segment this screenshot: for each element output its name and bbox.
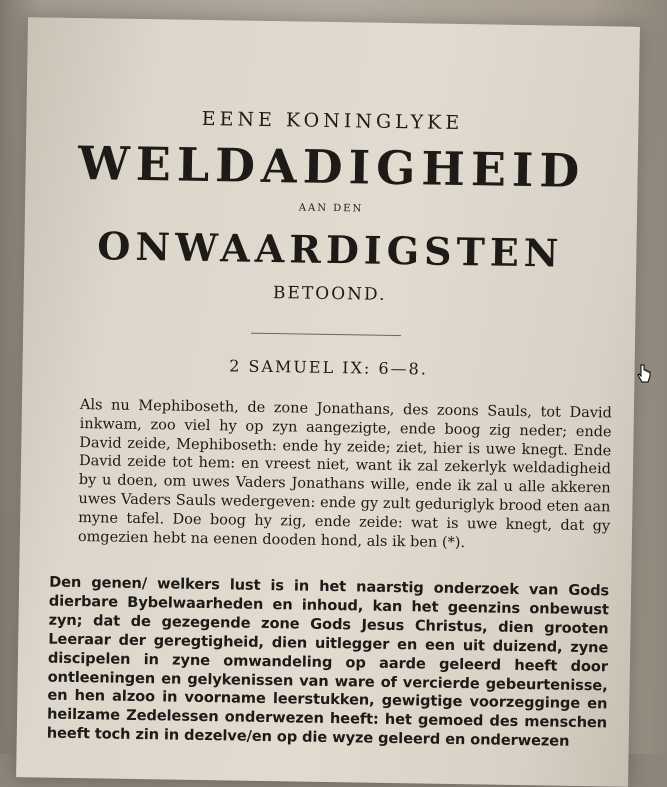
heading-title: WELDADIGHEID bbox=[77, 136, 586, 198]
quote-text: Als nu Mephiboseth, de zone Jonathans, des zoons Sauls, tot David inkwam, zoo viel hy op zyn aangezigte, ende boog zig neder; ende David zeide, Mephiboseth: ende hy zeide; ziet, hier is uwe knegt. Ende David zeide tot hem: en vreest niet, want ik zal zekerlyk weldadigheid by u doen, om uwes Vaders Jonathans wille, ende ik zal u alle akkeren uwes Vaders Sauls wedergeven: ende gy zult geduriglyk brood eten aan myne tafel. Doe boog hy zig, ende zeide: wat is uwe knegt, dat gy omgezien hebt na eenen dooden hond, als ik ben (*). bbox=[77, 397, 613, 551]
heading-subtitle: ONWAARDIGSTEN bbox=[96, 223, 564, 276]
divider-rule bbox=[251, 333, 401, 336]
heading-line-1: EENE KONINGLYKE bbox=[201, 107, 464, 135]
book-page bbox=[16, 17, 640, 787]
heading-line-5: BETOOND. bbox=[272, 283, 387, 305]
body-paragraph bbox=[47, 574, 610, 753]
heading-line-3: AAN DEN bbox=[298, 202, 364, 215]
hand-cursor-icon bbox=[636, 363, 652, 387]
body-text: Den genen/ welkers lust is in het naarstig onderzoek van Gods dierbare Bybelwaarheden en inhoud, kan het geenzins onbewust zyn; dat de gezegende zone Gods Jesus Christus, dien grooten Leeraar der geregtigheid, dien uitlegger en een uit duizend, zyne discipelen in zyne omwandeling op aarde geleerd heeft door ontleeningen en gelykenissen van ware of vercierde gebeurtenisse, en hen alzoo in voorname leerstukken, gewigtige voorzegginge en heilzame Zedelessen onderwezen heeft: het gemoed des menschen heeft toch zin in dezelve/en op die wyze geleerd en onderwezen bbox=[46, 573, 610, 751]
scripture-quote bbox=[78, 396, 612, 555]
scripture-reference: 2 SAMUEL IX: 6—8. bbox=[229, 356, 429, 379]
